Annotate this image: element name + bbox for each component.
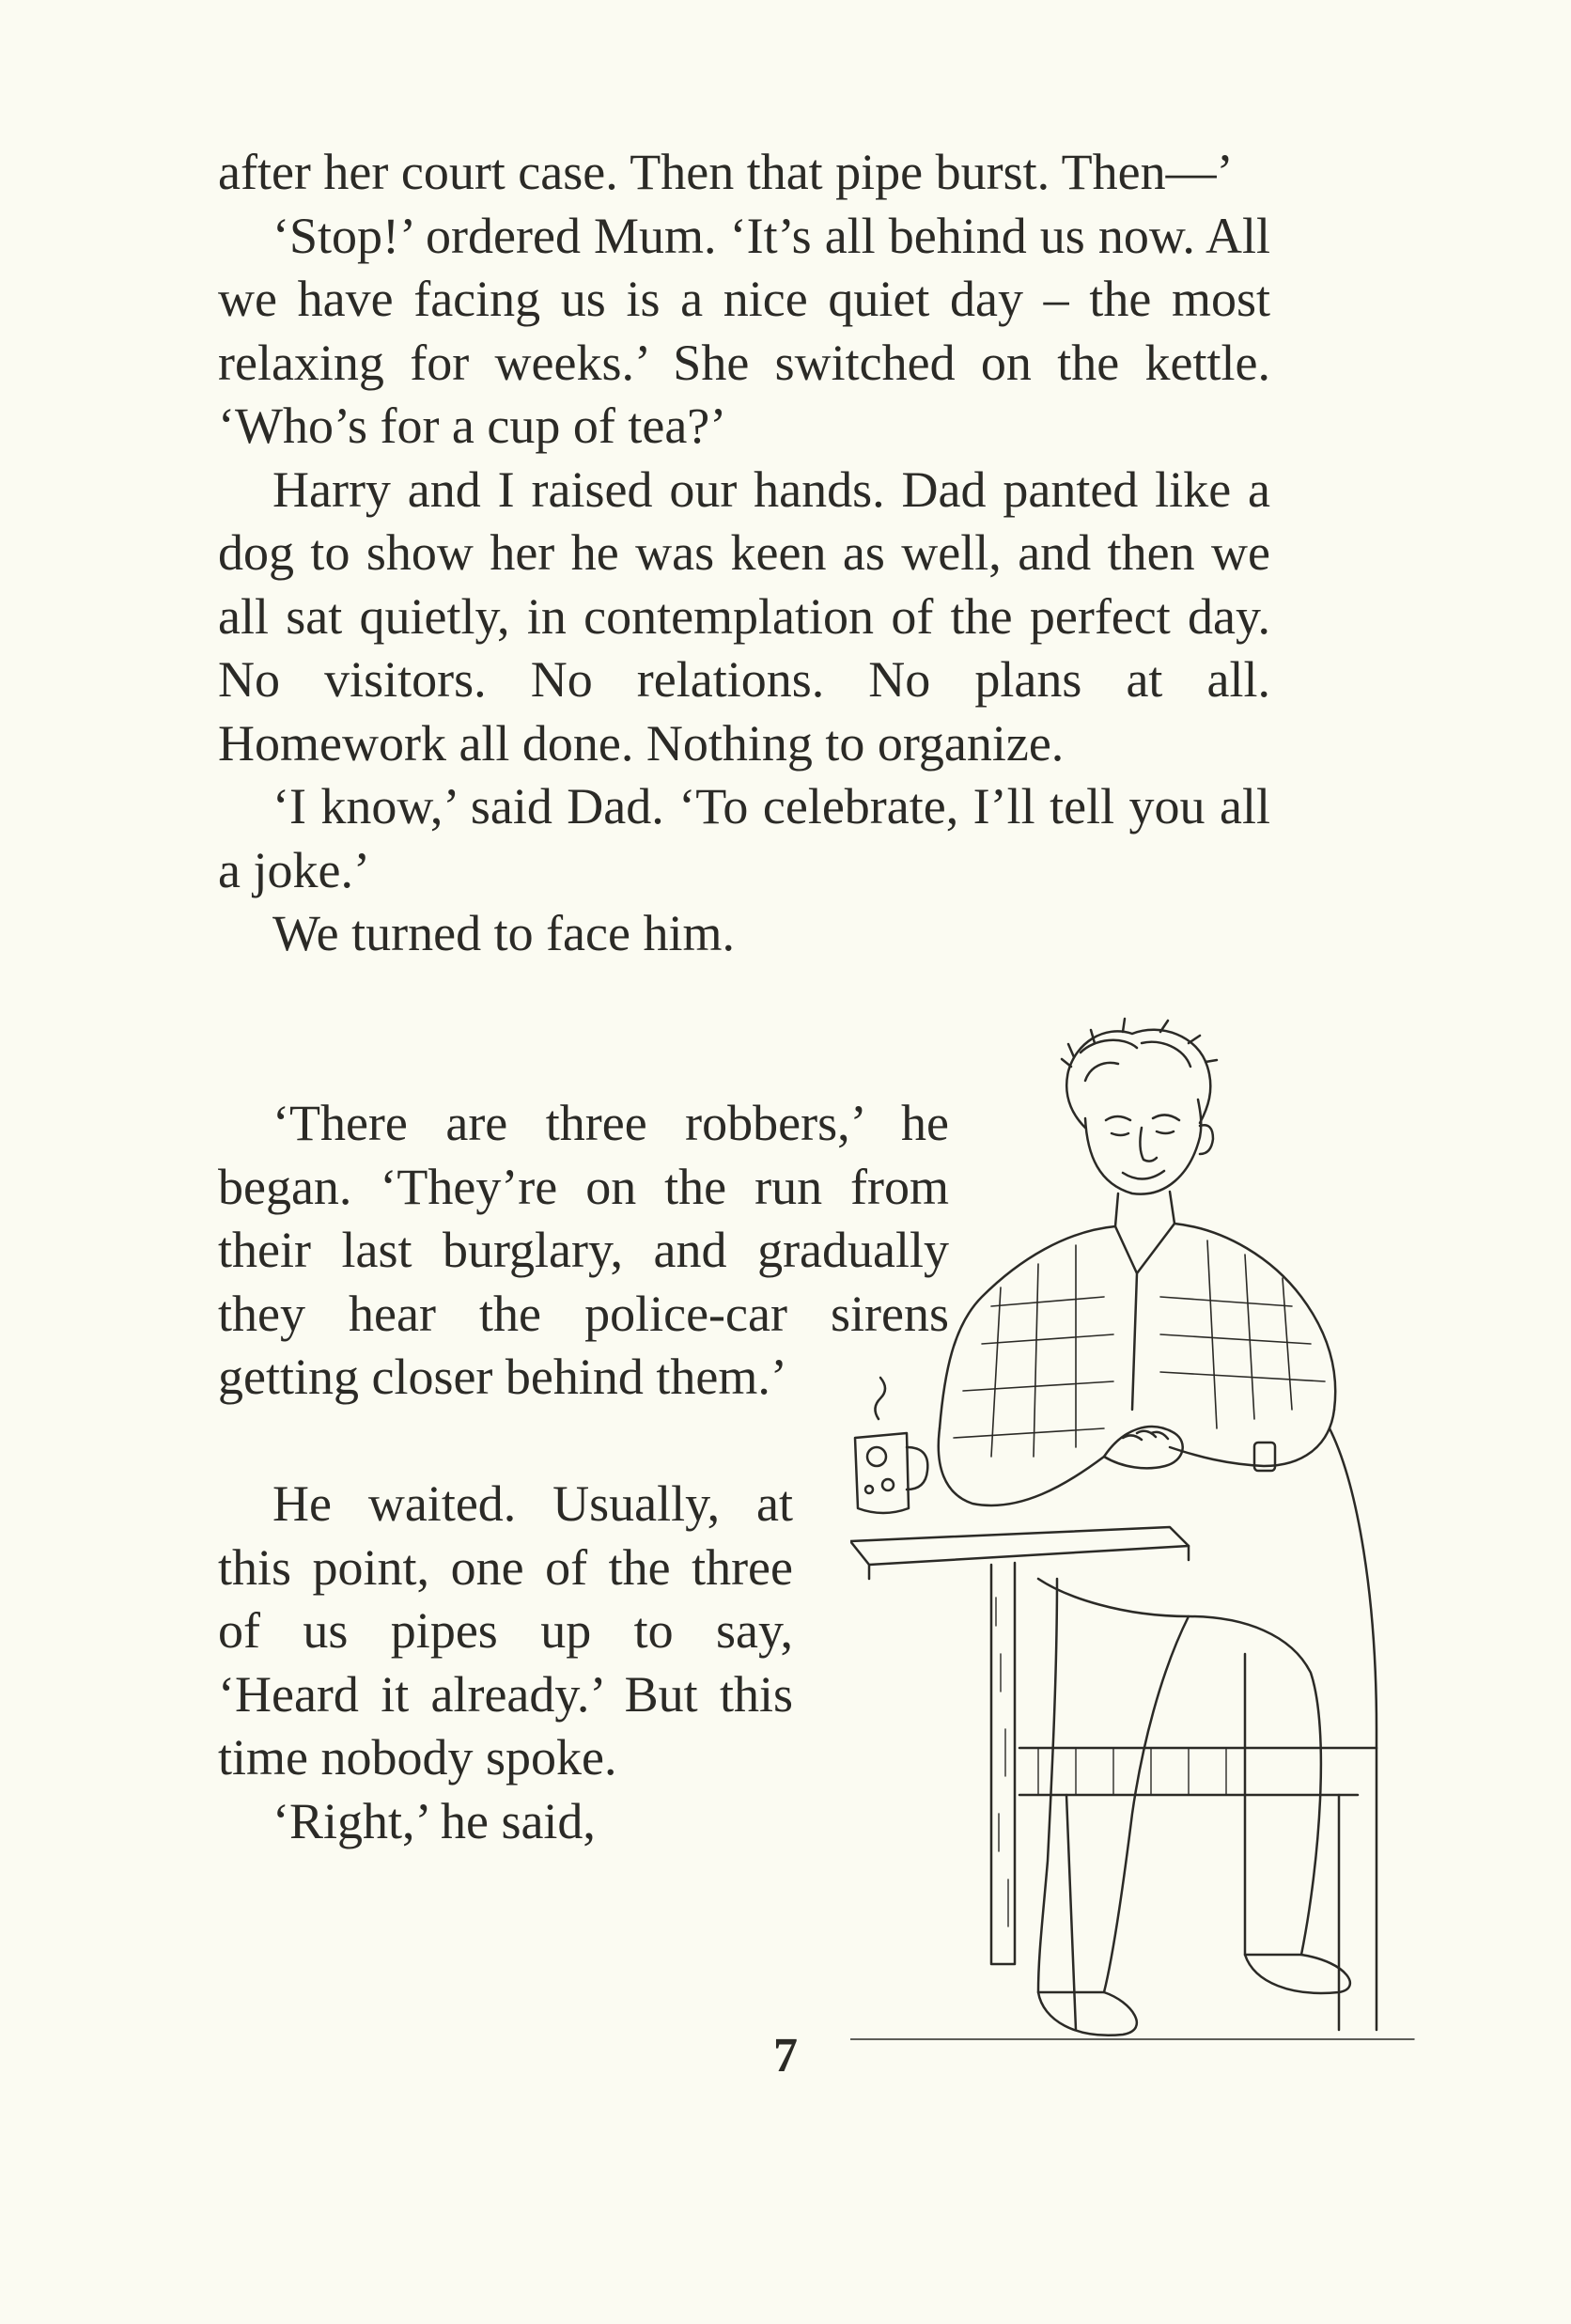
paragraph: We turned to face him.	[272, 905, 735, 961]
paragraph: He waited. Usually, at this point, one of the three of us pipes up to say, ‘Heard it already.’ But this time nobody spoke.	[218, 1475, 793, 1786]
paragraph: Harry and I raised our hands. Dad panted like a dog to show her he was keen as well, and then we all sat quietly, in contemplation of the perfect day. No visitors. No relations. No plans at all. Homework all done. Nothing to organize.	[218, 460, 1270, 772]
full-width-text	[218, 141, 1270, 966]
wrapped-text-lower	[218, 1473, 793, 1853]
paragraph: after her court case. Then that pipe burst. Then—’	[218, 144, 1234, 200]
paragraph: ‘There are three robbers,’ he began. ‘They’re on the run from their last burglary, and gradually they hear the police-car sirens getting closer behind them.’	[218, 1095, 949, 1405]
page-number: 7	[773, 2029, 798, 2082]
paragraph: ‘I know,’ said Dad. ‘To celebrate, I’ll tell you all a joke.’	[218, 778, 1270, 898]
man-sitting-at-table-with-mug-illustration	[850, 1015, 1433, 2058]
paragraph: ‘Right,’ he said,	[272, 1792, 596, 1849]
wrapped-text-upper	[218, 1092, 949, 1410]
paragraph: ‘Stop!’ ordered Mum. ‘It’s all behind us now. All we have facing us is a nice quiet day – the most relaxing for weeks.’ She switched on the kettle. ‘Who’s for a cup of tea?’	[218, 207, 1270, 454]
